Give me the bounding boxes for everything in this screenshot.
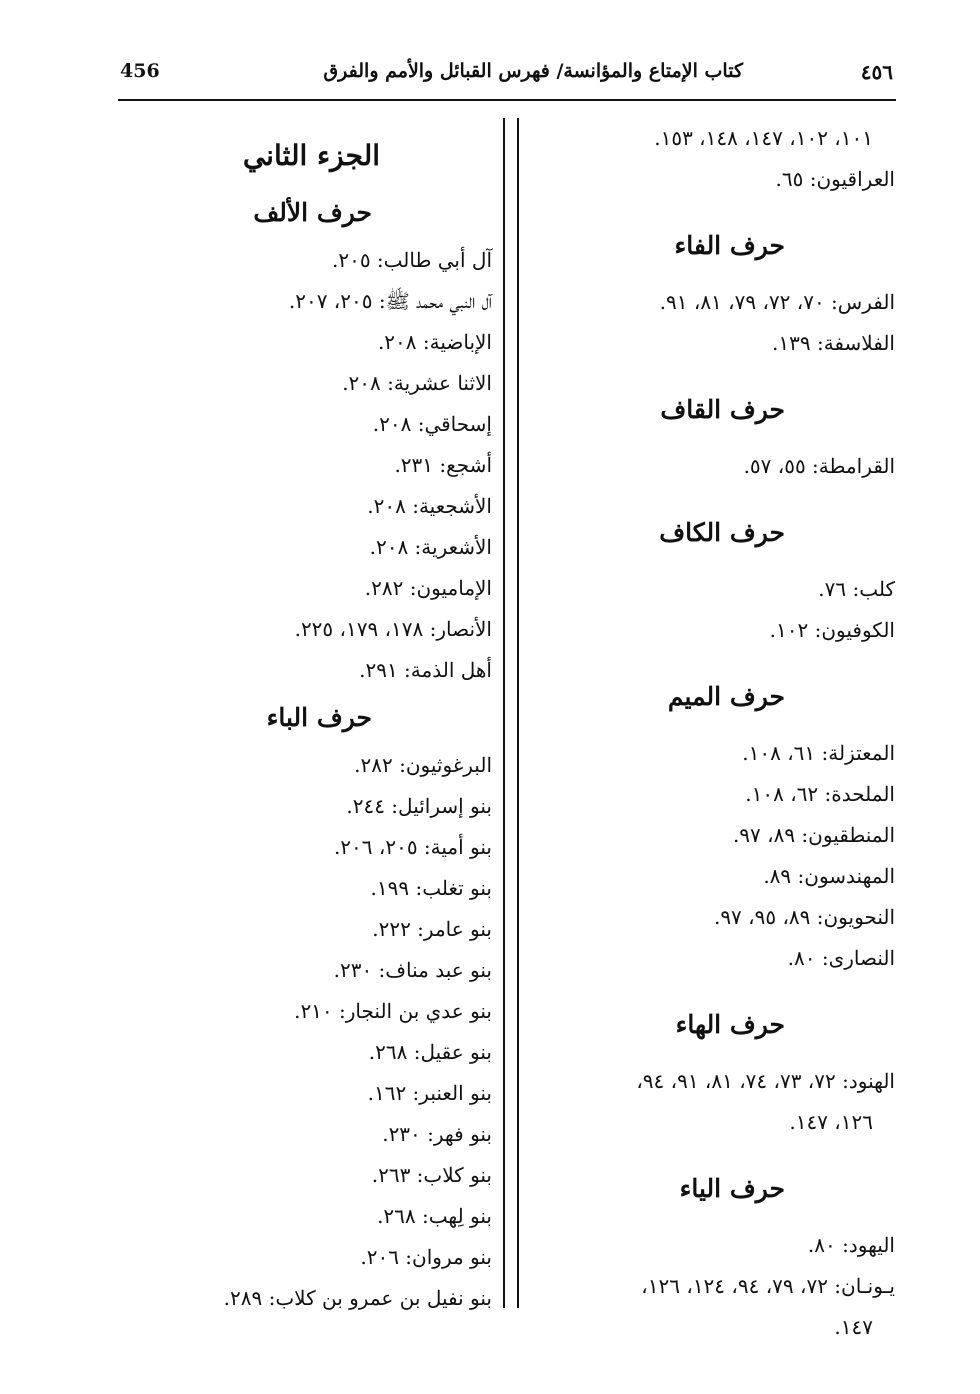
index-entry: بنو عامر: ٢٢٢. xyxy=(372,917,492,941)
letter-heading: حرف الكاف xyxy=(659,518,785,547)
index-entry: الإماميون: ٢٨٢. xyxy=(364,576,492,600)
header-rule xyxy=(118,99,896,101)
index-entry: الأنصار: ١٧٨، ١٧٩، ٢٢٥. xyxy=(294,617,492,641)
index-entry-continuation: ١٤٧. xyxy=(834,1315,873,1339)
running-title: كتاب الإمتاع والمؤانسة/ فهرس القبائل والأمم والفرق xyxy=(323,60,743,82)
letter-heading: حرف الهاء xyxy=(675,1010,785,1039)
index-entry: بنو تغلب: ١٩٩. xyxy=(370,876,492,900)
index-entry: اليهود: ٨٠. xyxy=(807,1233,895,1257)
letter-heading: حرف الياء xyxy=(679,1174,785,1203)
index-entry: بنو عبد مناف: ٢٣٠. xyxy=(333,958,492,982)
part-heading: الجزء الثاني xyxy=(242,139,380,172)
index-entry: بنو كلاب: ٢٦٣. xyxy=(371,1163,492,1187)
index-entry: بنو فهر: ٢٣٠. xyxy=(382,1122,492,1146)
letter-heading: حرف الميم xyxy=(667,682,785,711)
index-entry: إسحاقي: ٢٠٨. xyxy=(372,412,492,436)
index-entry: الأشعرية: ٢٠٨. xyxy=(369,535,492,559)
index-entry: بنو عدي بن النجار: ٢١٠. xyxy=(294,999,492,1023)
index-entry: الملحدة: ٦٢، ١٠٨. xyxy=(745,782,895,806)
index-entry: المعتزلة: ٦١، ١٠٨. xyxy=(742,741,895,765)
index-entry: بنو لِهب: ٢٦٨. xyxy=(377,1204,492,1228)
index-entry: بنو العنبر: ١٦٢. xyxy=(367,1081,492,1105)
index-entry: الهنود: ٧٢، ٧٣، ٧٤، ٨١، ٩١، ٩٤، xyxy=(636,1069,895,1093)
index-entry: بنو أمية: ٢٠٥، ٢٠٦. xyxy=(333,835,492,859)
index-column-left xyxy=(152,118,492,1319)
index-entry: آل النبي محمد ﷺ: ٢٠٥، ٢٠٧. xyxy=(288,289,492,313)
page-header xyxy=(120,60,893,100)
index-entry: العراقيون: ٦٥. xyxy=(775,167,895,191)
index-entry: الفلاسفة: ١٣٩. xyxy=(772,331,895,355)
index-entry: الإباضية: ٢٠٨. xyxy=(377,330,492,354)
index-entry: أشجع: ٢٣١. xyxy=(394,453,492,477)
index-entry: يـونـان: ٧٢، ٧٩، ٩٤، ١٢٤، ١٢٦، xyxy=(641,1274,895,1298)
letter-heading: حرف الفاء xyxy=(674,231,785,260)
index-column-right xyxy=(510,118,895,1348)
index-entry: أهل الذمة: ٢٩١. xyxy=(359,658,492,682)
index-entry-continuation: ١٢٦، ١٤٧. xyxy=(789,1110,873,1134)
index-entry: النصارى: ٨٠. xyxy=(787,946,895,970)
page-number-latin: 456 xyxy=(120,60,160,82)
index-entry: بنو نفيل بن عمرو بن كلاب: ٢٨٩. xyxy=(223,1286,492,1310)
index-entry: بنو مروان: ٢٠٦. xyxy=(360,1245,492,1269)
index-entry: النحويون: ٨٩، ٩٥، ٩٧. xyxy=(713,905,895,929)
index-entry: بنو إسرائيل: ٢٤٤. xyxy=(346,794,492,818)
index-entry: آل أبي طالب: ٢٠٥. xyxy=(331,248,492,272)
column-divider-left-line xyxy=(503,118,505,1308)
index-entry: البرغوثيون: ٢٨٢. xyxy=(354,753,492,777)
index-entry: كلب: ٧٦. xyxy=(818,577,895,601)
index-entry: الكوفيون: ١٠٢. xyxy=(769,618,895,642)
page-number-arabic: ٤٥٦ xyxy=(860,60,893,84)
index-entry: المنطقيون: ٨٩، ٩٧. xyxy=(732,823,895,847)
index-entry: الفرس: ٧٠، ٧٢، ٧٩، ٨١، ٩١. xyxy=(659,290,895,314)
index-entry: الأشجعية: ٢٠٨. xyxy=(367,494,492,518)
index-entry: القرامطة: ٥٥، ٥٧. xyxy=(743,454,895,478)
index-entry: الاثنا عشرية: ٢٠٨. xyxy=(342,371,492,395)
index-entry-continuation: ١٠١، ١٠٢، ١٤٧، ١٤٨، ١٥٣. xyxy=(654,126,873,150)
index-entry: بنو عقيل: ٢٦٨. xyxy=(368,1040,492,1064)
letter-heading: حرف القاف xyxy=(660,395,785,424)
index-entry: المهندسون: ٨٩. xyxy=(763,864,895,888)
letter-heading: حرف الألف xyxy=(253,198,372,227)
letter-heading: حرف الباء xyxy=(266,703,372,732)
